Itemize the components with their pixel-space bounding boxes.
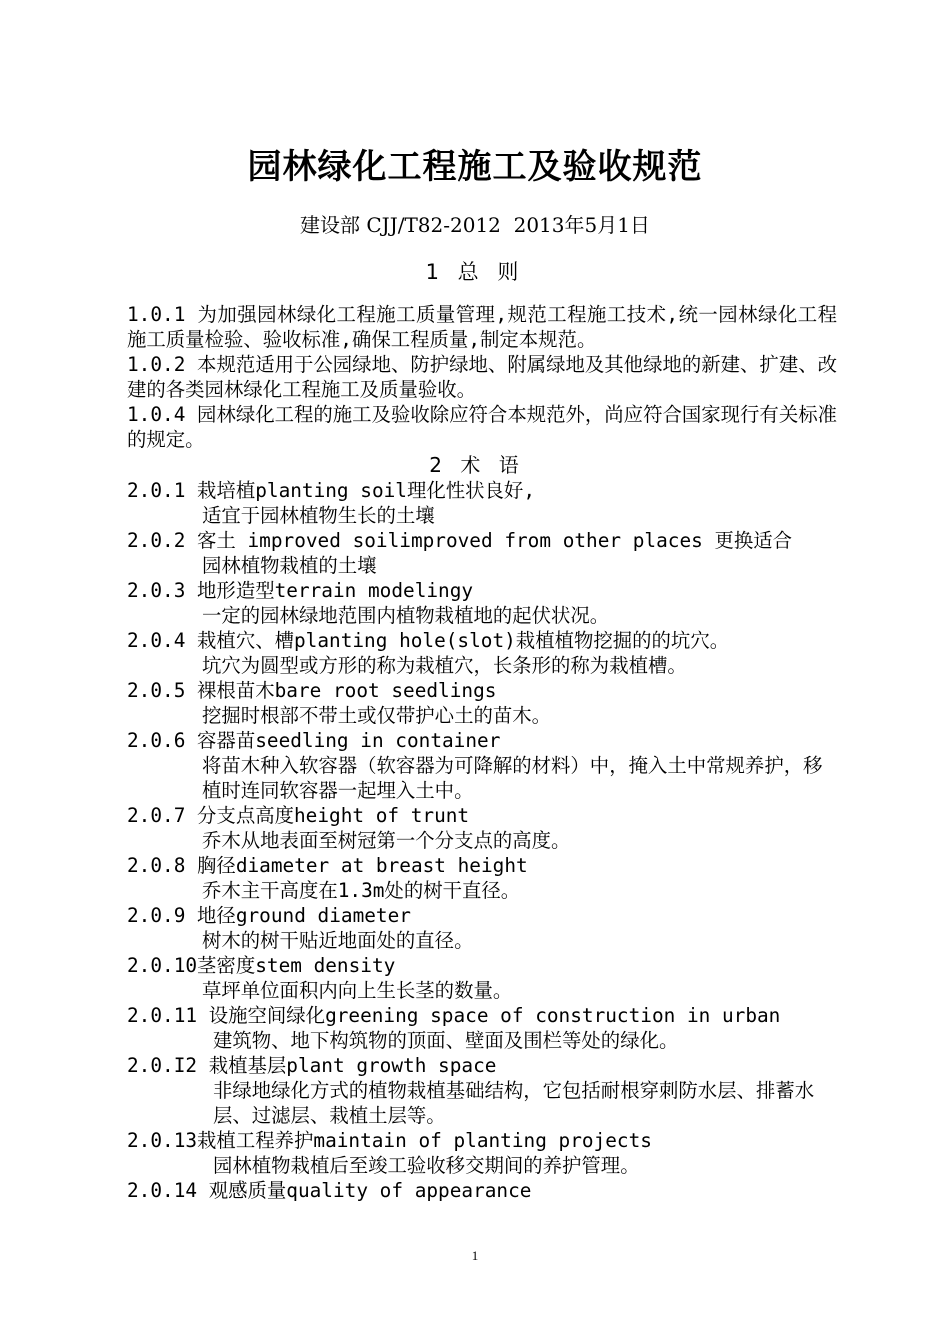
term-definition: 非绿地绿化方式的植物栽植基础结构，它包括耐根穿刺防水层、排蓄水层、过滤层、栽植土层等。	[213, 1079, 815, 1127]
term-2-0-2	[127, 528, 837, 578]
term-definition: 挖掘时根部不带土或仅带护心土的苗木。	[202, 704, 552, 727]
term-line: 2.0.14 观感质量quality of appearance	[127, 1179, 532, 1202]
term-line: 2.0.1 栽培植planting soil理化性状良好,	[127, 479, 535, 502]
term-line: 2.0.2 客土 improved soilimproved from other places 更换适合	[127, 529, 793, 552]
document-title: 园林绿化工程施工及验收规范	[247, 147, 703, 187]
section-heading-terms: 2 术 语	[429, 453, 525, 477]
term-2-0-13	[127, 1128, 837, 1178]
page-number: 1	[471, 1248, 479, 1263]
document-body	[127, 302, 837, 1203]
term-2-0-6	[127, 728, 837, 803]
term-definition: 将苗木种入软容器（软容器为可降解的材料）中，掩入土中常规养护，移植时连同软容器一起埋入土中。	[202, 754, 823, 802]
term-2-0-8	[127, 853, 837, 903]
term-2-0-9	[127, 903, 837, 953]
term-2-0-5	[127, 678, 837, 728]
clause-1-0-1: 1.0.1 为加强园林绿化工程施工质量管理,规范工程施工技术,统一园林绿化工程施工质量检验、验收标准,确保工程质量,制定本规范。	[127, 303, 837, 351]
term-definition: 一定的园林绿地范围内植物栽植地的起伏状况。	[202, 604, 610, 627]
term-definition: 树木的树干贴近地面处的直径。	[202, 929, 474, 952]
term-2-0-10	[127, 953, 837, 1003]
document-subtitle: 建设部 CJJ/T82-2012 2013年5月1日	[300, 213, 650, 237]
term-definition: 建筑物、地下构筑物的顶面、壁面及围栏等处的绿化。	[213, 1029, 679, 1052]
term-2-0-14	[127, 1178, 837, 1203]
term-line: 2.0.6 容器苗seedling in container	[127, 729, 501, 752]
term-line: 2.0.8 胸径diameter at breast height	[127, 854, 528, 877]
term-2-0-3	[127, 578, 837, 628]
term-2-0-4	[127, 628, 837, 678]
term-line: 2.0.13栽植工程养护maintain of planting projects	[127, 1129, 652, 1152]
term-2-0-1	[127, 478, 837, 528]
term-2-0-12	[127, 1053, 837, 1128]
clause-1-0-4: 1.0.4 园林绿化工程的施工及验收除应符合本规范外，尚应符合国家现行有关标准的规定。	[127, 403, 837, 451]
term-definition: 乔木从地表面至树冠第一个分支点的高度。	[202, 829, 571, 852]
term-line: 2.0.11 设施空间绿化greening space of construction in urban	[127, 1004, 781, 1027]
term-definition: 乔木主干高度在1.3m处的树干直径。	[202, 879, 521, 902]
term-2-0-7	[127, 803, 837, 853]
section-heading-general: 1 总 则	[425, 260, 525, 284]
term-line: 2.0.9 地径ground diameter	[127, 904, 411, 927]
term-line: 2.0.4 栽植穴、槽planting hole(slot)栽植植物挖掘的的坑穴。	[127, 629, 730, 652]
term-line: 2.0.10茎密度stem density	[127, 954, 396, 977]
term-definition: 草坪单位面积内向上生长茎的数量。	[202, 979, 513, 1002]
term-line: 2.0.7 分支点高度height of trunt	[127, 804, 470, 827]
term-definition: 坑穴为圆型或方形的称为栽植穴，长条形的称为栽植槽。	[202, 654, 687, 677]
term-definition: 适宜于园林植物生长的土壤	[202, 504, 435, 527]
term-line: 2.0.3 地形造型terrain modelingy	[127, 579, 474, 602]
term-line: 2.0.I2 栽植基层plant growth space	[127, 1054, 497, 1077]
term-2-0-11	[127, 1003, 837, 1053]
clause-1-0-2: 1.0.2 本规范适用于公园绿地、防护绿地、附属绿地及其他绿地的新建、扩建、改建的各类园林绿化工程施工及质量验收。	[127, 353, 837, 401]
term-definition: 园林植物栽植的土壤	[202, 554, 377, 577]
term-line: 2.0.5 裸根苗木bare root seedlings	[127, 679, 497, 702]
term-definition: 园林植物栽植后至竣工验收移交期间的养护管理。	[213, 1154, 640, 1177]
